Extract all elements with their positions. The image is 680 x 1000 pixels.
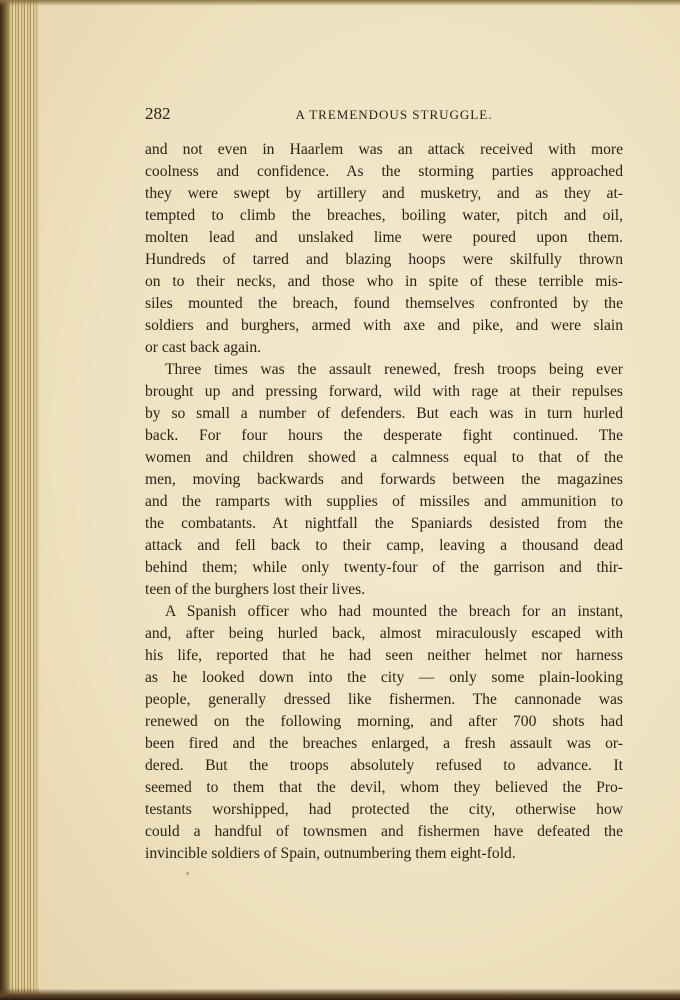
text-line: seemed to them that the devil, whom they believed the Pro- [145, 779, 623, 796]
text-line: on to their necks, and those who in spite of these terrible mis- [145, 273, 623, 290]
text-line: dered. But the troops absolutely refused to advance. It [145, 757, 623, 774]
text-line: brought up and pressing forward, wild with rage at their repulses [145, 383, 623, 400]
text-line: his life, reported that he had seen neither helmet nor harness [145, 647, 623, 664]
text-line: and, after being hurled back, almost miraculously escaped with [145, 625, 623, 642]
book-binding [0, 0, 10, 1000]
text-line: tempted to climb the breaches, boiling water, pitch and oil, [145, 207, 623, 224]
text-line: teen of the burghers lost their lives. [145, 581, 366, 598]
body-text [145, 139, 623, 865]
text-line: and the ramparts with supplies of missiles and ammunition to [145, 493, 623, 510]
text-line: they were swept by artillery and musketry, and as they at- [145, 185, 623, 202]
text-line: renewed on the following morning, and after 700 shots had [145, 713, 623, 730]
text-line: molten lead and unslaked lime were poured upon them. [145, 229, 623, 246]
text-line: could a handful of townsmen and fishermen have defeated the [145, 823, 623, 840]
text-line: by so small a number of defenders. But each was in turn hurled [145, 405, 623, 422]
text-line: and not even in Haarlem was an attack received with more [145, 141, 623, 158]
text-line: back. For four hours the desperate fight continued. The [145, 427, 623, 444]
text-line: men, moving backwards and forwards between the magazines [145, 471, 623, 488]
text-line: Hundreds of tarred and blazing hoops were skilfully thrown [145, 251, 623, 268]
text-line: siles mounted the breach, found themselves confronted by the [145, 295, 623, 312]
paper-speck [186, 872, 189, 875]
text-line: invincible soldiers of Spain, outnumbering them eight-fold. [145, 845, 516, 862]
text-line: A Spanish officer who had mounted the breach for an instant, [165, 603, 623, 620]
text-line: testants worshipped, had protected the city, otherwise how [145, 801, 623, 818]
text-line: the combatants. At nightfall the Spaniards desisted from the [145, 515, 623, 532]
text-line: as he looked down into the city — only some plain-looking [145, 669, 623, 686]
text-line: Three times was the assault renewed, fresh troops being ever [165, 361, 623, 378]
bottom-edge [0, 988, 680, 1000]
text-line: people, generally dressed like fishermen. The cannonade was [145, 691, 623, 708]
page-header [145, 104, 623, 128]
running-head: A TREMENDOUS STRUGGLE. [295, 107, 493, 122]
text-line: attack and fell back to their camp, leaving a thousand dead [145, 537, 623, 554]
text-line: soldiers and burghers, armed with axe and pike, and were slain [145, 317, 623, 334]
page-edges [10, 0, 40, 1000]
page-number: 282 [145, 104, 171, 123]
text-line: behind them; while only twenty-four of the garrison and thir- [145, 559, 623, 576]
text-line: women and children showed a calmness equal to that of the [145, 449, 623, 466]
text-line: been fired and the breaches enlarged, a fresh assault was or- [145, 735, 623, 752]
top-shadow [0, 0, 680, 6]
text-line: coolness and confidence. As the storming parties approached [145, 163, 623, 180]
text-line: or cast back again. [145, 339, 262, 356]
